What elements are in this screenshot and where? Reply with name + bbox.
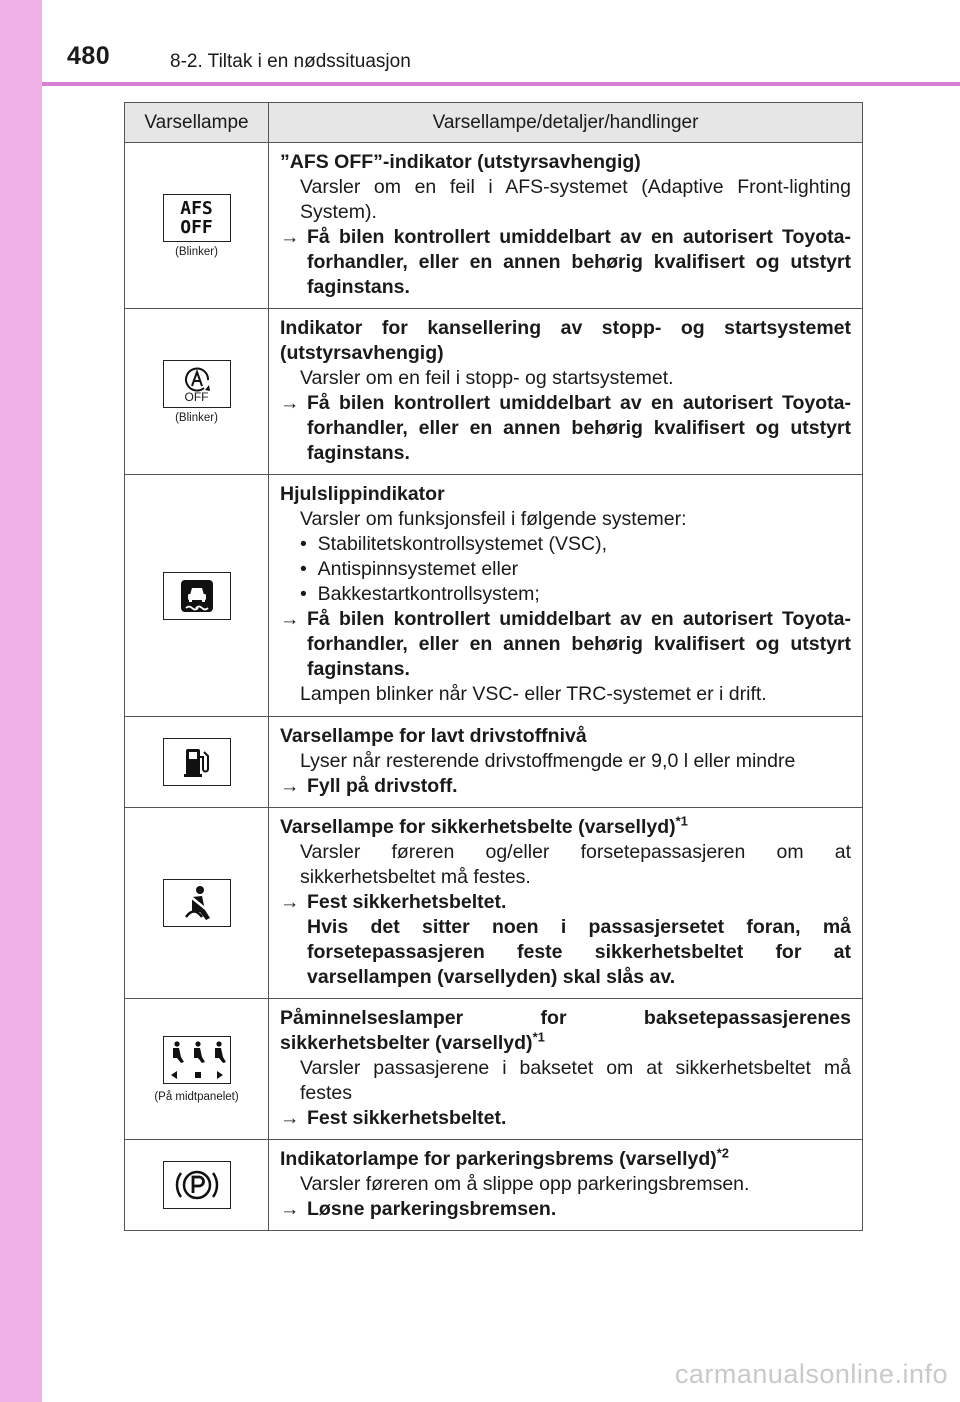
row-action: → Få bilen kontrollert umiddelbart av en autorisert Toyota-forhandler, eller en annen behørig kvalifisert og utstyrt faginstans. xyxy=(280,392,851,464)
slip-indicator-icon xyxy=(163,572,231,620)
icon-caption: (På midtpanelet) xyxy=(154,1090,239,1103)
row-description: Varsler passasjerene i baksetet om at sikkerhetsbeltet må festes xyxy=(300,1057,851,1104)
warning-lights-table xyxy=(124,102,863,1231)
column-header-details: Varsellampe/detaljer/handlinger xyxy=(269,103,863,143)
list-item: • Bakkestartkontrollsystem; xyxy=(300,583,540,605)
parking-brake-icon xyxy=(163,1161,231,1209)
arrow-right-icon: → xyxy=(280,226,300,248)
afs-off-icon: AFS OFF xyxy=(163,194,231,242)
arrow-right-icon: → xyxy=(280,1107,300,1129)
row-title: Varsellampe for sikkerhetsbelte (varsellyd)$^{*1}$ xyxy=(280,813,688,838)
row-description: Lyser når resterende drivstoffmengde er 9,0 l eller mindre xyxy=(300,750,796,772)
table-row xyxy=(125,1140,863,1231)
header-divider xyxy=(42,82,960,86)
fuel-pump-icon xyxy=(163,738,231,786)
icon-cell xyxy=(125,143,269,309)
table-row xyxy=(125,475,863,717)
seatbelt-icon xyxy=(163,879,231,927)
description-cell xyxy=(269,475,863,717)
icon-cell xyxy=(125,309,269,475)
row-action: → Fest sikkerhetsbeltet. xyxy=(280,891,507,913)
table-row xyxy=(125,143,863,309)
row-title: Indikator for kansellering av stopp- og startsystemet (utstyrsavhengig) xyxy=(280,317,851,364)
description-cell xyxy=(269,808,863,999)
description-cell xyxy=(269,143,863,309)
rear-seatbelt-icon xyxy=(163,1036,231,1084)
icon-cell xyxy=(125,475,269,717)
list-item: • Stabilitetskontrollsystemet (VSC), xyxy=(300,533,608,555)
description-cell xyxy=(269,717,863,808)
row-action: → Fest sikkerhetsbeltet. xyxy=(280,1107,507,1129)
page-number: 480 xyxy=(67,42,111,70)
description-cell xyxy=(269,999,863,1140)
row-action: → Fyll på drivstoff. xyxy=(280,775,458,797)
row-title: Påminnelseslamper for baksetepassasjerenes sikkerhetsbelter (varsellyd)$^{*1}$ xyxy=(280,1007,851,1054)
row-description: Varsler om en feil i AFS-systemet (Adaptive Front-lighting System). xyxy=(300,176,851,223)
row-description: Varsler om funksjonsfeil i følgende systemer: xyxy=(300,508,687,530)
table-row xyxy=(125,309,863,475)
arrow-right-icon: → xyxy=(280,608,300,630)
row-action-detail: Hvis det sitter noen i passasjersetet foran, må forsetepassasjeren feste sikkerhetsbeltet for at varsellampen (varsellyden) skal slås av. xyxy=(307,916,851,988)
row-title: Indikatorlampe for parkeringsbrems (varsellyd)$^{*2}$ xyxy=(280,1145,730,1170)
description-cell xyxy=(269,309,863,475)
icon-cell xyxy=(125,717,269,808)
list-item: • Antispinnsystemet eller xyxy=(300,558,519,580)
icon-cell xyxy=(125,808,269,999)
row-description: Varsler om en feil i stopp- og startsystemet. xyxy=(300,367,674,389)
icon-cell xyxy=(125,1140,269,1231)
row-action: → Få bilen kontrollert umiddelbart av en autorisert Toyota-forhandler, eller en annen behørig kvalifisert og utstyrt faginstans. xyxy=(280,608,851,680)
stop-start-a-icon xyxy=(180,365,214,393)
row-description: Varsler føreren og/eller forsetepassasjeren om at sikkerhetsbeltet må festes. xyxy=(300,841,851,888)
table-row xyxy=(125,999,863,1140)
watermark: carmanualsonline.info xyxy=(674,1359,948,1389)
row-action: → Løsne parkeringsbremsen. xyxy=(280,1198,557,1220)
column-header-light: Varsellampe xyxy=(125,103,269,143)
table-row xyxy=(125,717,863,808)
row-description: Varsler føreren om å slippe opp parkeringsbremsen. xyxy=(300,1173,750,1195)
row-title: Hjulslippindikator xyxy=(280,483,445,505)
row-action: → Få bilen kontrollert umiddelbart av en autorisert Toyota-forhandler, eller en annen behørig kvalifisert og utstyrt faginstans. xyxy=(280,226,851,298)
arrow-right-icon: → xyxy=(280,775,300,797)
icon-caption: (Blinker) xyxy=(175,411,218,424)
arrow-right-icon: → xyxy=(280,891,300,913)
stop-start-off-icon: OFF xyxy=(163,360,231,408)
description-cell xyxy=(269,1140,863,1231)
section-title: 8-2. Tiltak i en nødssituasjon xyxy=(170,51,411,72)
icon-cell xyxy=(125,999,269,1140)
side-tab-strip xyxy=(0,0,42,1402)
table-row xyxy=(125,808,863,999)
icon-caption: (Blinker) xyxy=(175,245,218,258)
row-title: Varsellampe for lavt drivstoffnivå xyxy=(280,725,587,747)
row-title: ”AFS OFF”-indikator (utstyrsavhengig) xyxy=(280,151,641,173)
arrow-right-icon: → xyxy=(280,1198,300,1220)
arrow-right-icon: → xyxy=(280,392,300,414)
table-header-row xyxy=(125,103,863,143)
row-note: Lampen blinker når VSC- eller TRC-systemet er i drift. xyxy=(300,683,767,705)
